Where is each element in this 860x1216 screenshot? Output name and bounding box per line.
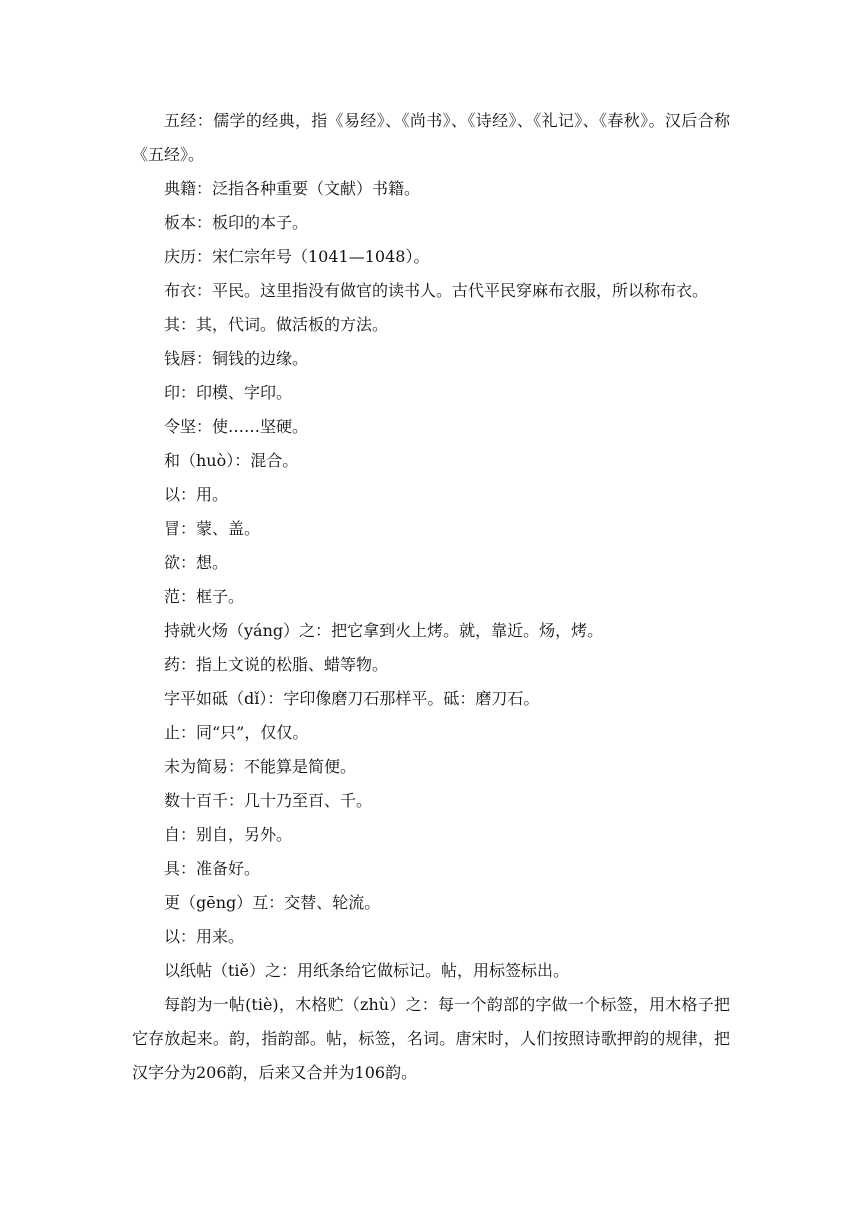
note-paragraph: 欲：想。 bbox=[164, 553, 229, 572]
note-paragraph: 具：准备好。 bbox=[164, 859, 261, 878]
note-paragraph: 布衣：平民。这里指没有做官的读书人。古代平民穿麻布衣服，所以称布衣。 bbox=[164, 281, 709, 300]
note-paragraph: 其：其，代词。做活板的方法。 bbox=[164, 315, 389, 334]
note-paragraph: 数十百千：几十乃至百、千。 bbox=[164, 791, 373, 810]
note-paragraph: 字平如砥（dǐ）：字印像磨刀石那样平。砥：磨刀石。 bbox=[164, 689, 540, 708]
note-paragraph: 止：同“只”，仅仅。 bbox=[164, 723, 309, 742]
note-paragraph: 范：框子。 bbox=[164, 587, 245, 606]
note-paragraph: 和（huò）：混合。 bbox=[164, 451, 299, 470]
note-paragraph: 以纸帖（tiě）之：用纸条给它做标记。帖，用标签标出。 bbox=[164, 961, 570, 980]
note-paragraph: 庆历：宋仁宗年号（1041—1048）。 bbox=[164, 247, 430, 266]
note-paragraph: 未为简易：不能算是简便。 bbox=[164, 757, 357, 776]
note-paragraph: 自：别自，另外。 bbox=[164, 825, 293, 844]
note-paragraph: 每韵为一帖(tiè)，木格贮（zhù）之：每一个韵部的字做一个标签，用木格子把它存放起来。韵，指韵部。帖，标签，名词。唐宋时，人们按照诗歌押韵的规律，把汉字分为206韵，后来又合并为106韵。 bbox=[132, 995, 730, 1082]
note-paragraph: 印：印模、字印。 bbox=[164, 383, 293, 402]
note-paragraph: 令坚：使……坚硬。 bbox=[164, 417, 309, 436]
note-paragraph: 以：用来。 bbox=[164, 927, 245, 946]
note-paragraph: 以：用。 bbox=[164, 485, 229, 504]
note-paragraph: 板本：板印的本子。 bbox=[164, 213, 309, 232]
annotation-list bbox=[132, 104, 730, 1090]
note-paragraph: 更（gēng）互：交替、轮流。 bbox=[164, 893, 381, 912]
note-paragraph: 典籍：泛指各种重要（文献）书籍。 bbox=[164, 179, 421, 198]
note-paragraph: 五经：儒学的经典，指《易经》、《尚书》、《诗经》、《礼记》、《春秋》。汉后合称《五经》。 bbox=[132, 111, 730, 164]
note-paragraph: 持就火炀（yáng）之：把它拿到火上烤。就，靠近。炀，烤。 bbox=[164, 621, 604, 640]
note-paragraph: 药：指上文说的松脂、蜡等物。 bbox=[164, 655, 389, 674]
note-paragraph: 冒：蒙、盖。 bbox=[164, 519, 261, 538]
note-paragraph: 钱唇：铜钱的边缘。 bbox=[164, 349, 309, 368]
